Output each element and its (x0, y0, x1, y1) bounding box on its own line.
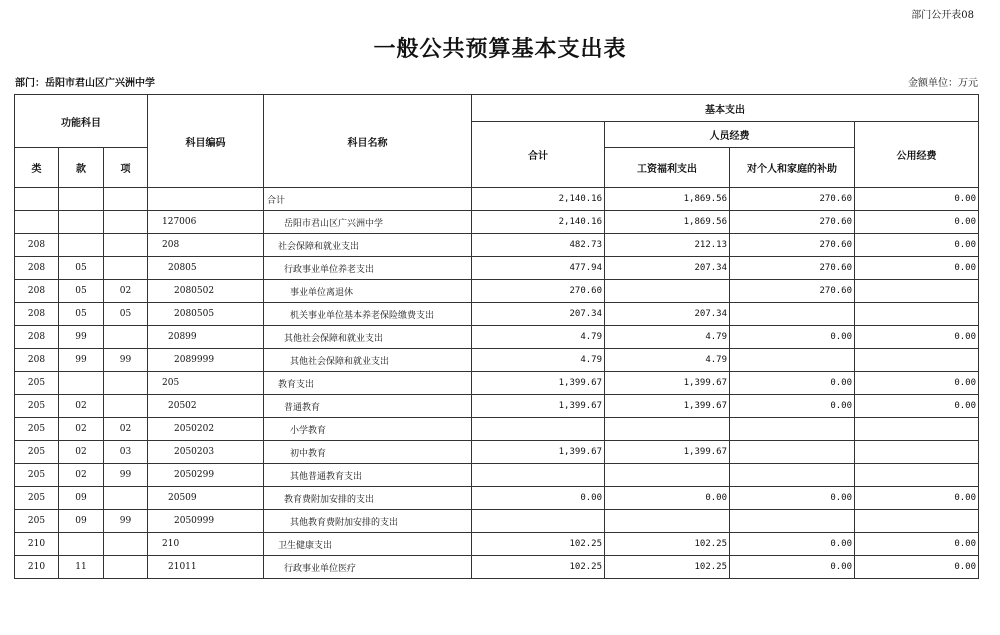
cell-xiang (104, 395, 148, 418)
cell-lei: 208 (15, 349, 59, 372)
cell-public (855, 349, 979, 372)
cell-subsidy: 270.60 (730, 234, 855, 257)
cell-name: 其他社会保障和就业支出 (264, 326, 472, 349)
cell-code: 208 (148, 234, 264, 257)
cell-total: 102.25 (472, 556, 605, 579)
cell-public (855, 303, 979, 326)
table-row (15, 395, 979, 418)
cell-salary (605, 464, 730, 487)
cell-kuan (59, 533, 104, 556)
cell-code: 2080505 (148, 303, 264, 326)
cell-public (855, 441, 979, 464)
cell-kuan: 02 (59, 441, 104, 464)
cell-public (855, 280, 979, 303)
cell-subsidy (730, 510, 855, 533)
cell-public: 0.00 (855, 326, 979, 349)
cell-kuan: 02 (59, 395, 104, 418)
cell-salary (605, 418, 730, 441)
table-row (15, 326, 979, 349)
cell-xiang: 02 (104, 280, 148, 303)
cell-salary: 4.79 (605, 326, 730, 349)
cell-total: 0.00 (472, 487, 605, 510)
header-kuan: 款 (59, 148, 104, 188)
cell-salary: 1,399.67 (605, 372, 730, 395)
cell-name: 合计 (264, 188, 472, 211)
cell-code: 21011 (148, 556, 264, 579)
cell-public (855, 418, 979, 441)
header-subsidy: 对个人和家庭的补助 (730, 148, 855, 188)
cell-xiang: 99 (104, 349, 148, 372)
cell-lei: 205 (15, 487, 59, 510)
header-basic: 基本支出 (472, 95, 979, 122)
cell-total: 2,140.16 (472, 188, 605, 211)
table-row (15, 372, 979, 395)
table-row (15, 487, 979, 510)
cell-kuan: 02 (59, 464, 104, 487)
cell-kuan: 99 (59, 326, 104, 349)
cell-name: 教育支出 (264, 372, 472, 395)
header-code: 科目编码 (148, 95, 264, 188)
cell-salary: 207.34 (605, 303, 730, 326)
cell-name: 普通教育 (264, 395, 472, 418)
cell-total: 2,140.16 (472, 211, 605, 234)
table-row (15, 418, 979, 441)
cell-total: 1,399.67 (472, 395, 605, 418)
cell-xiang (104, 533, 148, 556)
cell-total: 4.79 (472, 326, 605, 349)
cell-salary: 102.25 (605, 556, 730, 579)
cell-lei: 208 (15, 257, 59, 280)
cell-kuan (59, 211, 104, 234)
cell-subsidy: 270.60 (730, 280, 855, 303)
cell-xiang: 99 (104, 464, 148, 487)
cell-total: 1,399.67 (472, 441, 605, 464)
cell-public (855, 464, 979, 487)
cell-code: 210 (148, 533, 264, 556)
cell-xiang (104, 372, 148, 395)
unit-label: 金额单位：万元 (908, 78, 978, 89)
cell-subsidy: 0.00 (730, 556, 855, 579)
cell-name: 小学教育 (264, 418, 472, 441)
cell-subsidy: 0.00 (730, 533, 855, 556)
cell-xiang (104, 234, 148, 257)
cell-code: 2050299 (148, 464, 264, 487)
cell-total: 1,399.67 (472, 372, 605, 395)
cell-name: 其他教育费附加安排的支出 (264, 510, 472, 533)
table-row (15, 349, 979, 372)
cell-subsidy: 0.00 (730, 326, 855, 349)
cell-total (472, 464, 605, 487)
cell-lei: 210 (15, 533, 59, 556)
cell-xiang (104, 257, 148, 280)
cell-salary: 1,399.67 (605, 395, 730, 418)
cell-lei: 210 (15, 556, 59, 579)
cell-public: 0.00 (855, 188, 979, 211)
cell-public: 0.00 (855, 487, 979, 510)
cell-name: 行政事业单位医疗 (264, 556, 472, 579)
cell-name: 机关事业单位基本养老保险缴费支出 (264, 303, 472, 326)
cell-public: 0.00 (855, 372, 979, 395)
table-row (15, 188, 979, 211)
cell-code: 20502 (148, 395, 264, 418)
cell-total: 270.60 (472, 280, 605, 303)
cell-kuan (59, 234, 104, 257)
cell-total: 477.94 (472, 257, 605, 280)
cell-salary: 207.34 (605, 257, 730, 280)
cell-subsidy: 270.60 (730, 188, 855, 211)
table-row (15, 441, 979, 464)
table-body (15, 188, 979, 579)
cell-salary (605, 280, 730, 303)
cell-xiang: 02 (104, 418, 148, 441)
cell-code: 127006 (148, 211, 264, 234)
cell-subsidy (730, 349, 855, 372)
table-row (15, 510, 979, 533)
cell-xiang (104, 487, 148, 510)
cell-salary: 102.25 (605, 533, 730, 556)
cell-name: 岳阳市君山区广兴洲中学 (264, 211, 472, 234)
cell-lei: 205 (15, 418, 59, 441)
header-xiang: 项 (104, 148, 148, 188)
cell-public: 0.00 (855, 395, 979, 418)
cell-lei: 205 (15, 372, 59, 395)
header-personnel: 人员经费 (605, 122, 855, 148)
department-label: 部门：岳阳市君山区广兴洲中学 (15, 78, 155, 89)
cell-lei: 208 (15, 234, 59, 257)
cell-xiang (104, 211, 148, 234)
cell-public: 0.00 (855, 556, 979, 579)
cell-salary (605, 510, 730, 533)
cell-salary: 1,399.67 (605, 441, 730, 464)
table-row (15, 464, 979, 487)
table-row (15, 234, 979, 257)
cell-lei (15, 188, 59, 211)
cell-total: 102.25 (472, 533, 605, 556)
header-salary: 工资福利支出 (605, 148, 730, 188)
cell-salary: 4.79 (605, 349, 730, 372)
cell-code: 2089999 (148, 349, 264, 372)
cell-salary: 212.13 (605, 234, 730, 257)
cell-kuan: 11 (59, 556, 104, 579)
cell-kuan: 02 (59, 418, 104, 441)
cell-public: 0.00 (855, 533, 979, 556)
cell-kuan: 09 (59, 487, 104, 510)
header-public: 公用经费 (855, 122, 979, 188)
cell-code: 2050203 (148, 441, 264, 464)
cell-name: 其他社会保障和就业支出 (264, 349, 472, 372)
cell-salary: 1,869.56 (605, 211, 730, 234)
table-row (15, 280, 979, 303)
cell-total: 207.34 (472, 303, 605, 326)
cell-lei: 205 (15, 510, 59, 533)
cell-code: 20899 (148, 326, 264, 349)
cell-subsidy: 270.60 (730, 211, 855, 234)
cell-total (472, 510, 605, 533)
cell-code: 20509 (148, 487, 264, 510)
header-lei: 类 (15, 148, 59, 188)
table-row (15, 556, 979, 579)
table-row (15, 257, 979, 280)
cell-code: 205 (148, 372, 264, 395)
cell-name: 其他普通教育支出 (264, 464, 472, 487)
page-title: 一般公共预算基本支出表 (373, 36, 627, 62)
cell-kuan: 99 (59, 349, 104, 372)
cell-subsidy: 270.60 (730, 257, 855, 280)
table-row (15, 211, 979, 234)
cell-kuan: 09 (59, 510, 104, 533)
cell-code: 2080502 (148, 280, 264, 303)
cell-xiang: 03 (104, 441, 148, 464)
cell-name: 事业单位离退休 (264, 280, 472, 303)
cell-total: 4.79 (472, 349, 605, 372)
cell-xiang: 99 (104, 510, 148, 533)
cell-lei: 205 (15, 441, 59, 464)
cell-lei: 205 (15, 395, 59, 418)
cell-public (855, 510, 979, 533)
header-total: 合计 (472, 122, 605, 188)
cell-name: 社会保障和就业支出 (264, 234, 472, 257)
cell-total: 482.73 (472, 234, 605, 257)
form-number: 部门公开表08 (911, 10, 974, 21)
cell-subsidy (730, 303, 855, 326)
cell-code: 20805 (148, 257, 264, 280)
table-row (15, 533, 979, 556)
header-func-subject: 功能科目 (15, 95, 148, 148)
cell-xiang (104, 188, 148, 211)
cell-code: 2050202 (148, 418, 264, 441)
header-name: 科目名称 (264, 95, 472, 188)
cell-public: 0.00 (855, 211, 979, 234)
cell-subsidy: 0.00 (730, 395, 855, 418)
cell-name: 教育费附加安排的支出 (264, 487, 472, 510)
cell-subsidy: 0.00 (730, 487, 855, 510)
cell-subsidy: 0.00 (730, 372, 855, 395)
cell-lei: 205 (15, 464, 59, 487)
cell-public: 0.00 (855, 257, 979, 280)
cell-name: 卫生健康支出 (264, 533, 472, 556)
table-row (15, 303, 979, 326)
cell-code: 2050999 (148, 510, 264, 533)
cell-xiang (104, 326, 148, 349)
cell-salary: 1,869.56 (605, 188, 730, 211)
cell-name: 行政事业单位养老支出 (264, 257, 472, 280)
cell-code (148, 188, 264, 211)
cell-subsidy (730, 464, 855, 487)
cell-public: 0.00 (855, 234, 979, 257)
cell-lei: 208 (15, 326, 59, 349)
cell-kuan: 05 (59, 280, 104, 303)
cell-name: 初中教育 (264, 441, 472, 464)
cell-subsidy (730, 441, 855, 464)
cell-xiang (104, 556, 148, 579)
cell-salary: 0.00 (605, 487, 730, 510)
cell-lei: 208 (15, 303, 59, 326)
cell-lei: 208 (15, 280, 59, 303)
budget-table (14, 94, 979, 579)
cell-xiang: 05 (104, 303, 148, 326)
cell-kuan (59, 372, 104, 395)
cell-kuan: 05 (59, 303, 104, 326)
cell-subsidy (730, 418, 855, 441)
cell-total (472, 418, 605, 441)
cell-lei (15, 211, 59, 234)
cell-kuan (59, 188, 104, 211)
cell-kuan: 05 (59, 257, 104, 280)
